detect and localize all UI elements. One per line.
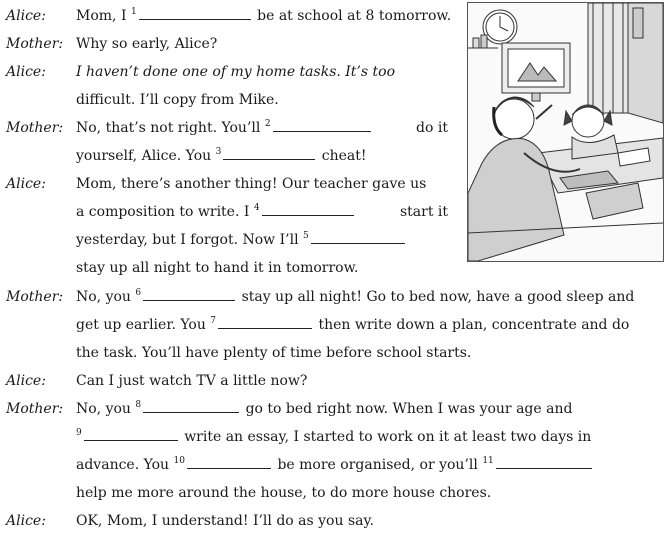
dialogue-line [76, 203, 448, 221]
dialogue-line [76, 119, 448, 137]
line-text: cheat! [321, 148, 367, 164]
blank-number: 6 [135, 288, 142, 298]
speaker-mother: Mother: [6, 120, 64, 136]
speaker-alice: Alice: [6, 8, 46, 24]
blank-3[interactable] [223, 147, 315, 160]
blank-number: 8 [135, 400, 142, 410]
blank-number: 2 [264, 119, 271, 129]
line-text: No, you [76, 401, 131, 417]
line-text: yourself, Alice. You [76, 148, 212, 164]
speaker-alice: Alice: [6, 176, 46, 192]
line-text: No, that’s not right. You’ll [76, 120, 261, 136]
blank-number: 4 [253, 203, 260, 213]
dialogue-line [76, 456, 594, 474]
blank-7[interactable] [218, 316, 312, 329]
line-text: stay up all night! Go to bed now, have a good sleep and [241, 289, 635, 305]
blank-1[interactable] [139, 7, 251, 20]
line-text: be at school at 8 tomorrow. [257, 8, 452, 24]
speaker-mother: Mother: [6, 289, 64, 305]
speaker-mother: Mother: [6, 36, 64, 52]
line-text: Mom, I [76, 8, 127, 24]
blank-number: 7 [210, 316, 217, 326]
line-text: do it [416, 120, 448, 136]
blank-5[interactable] [311, 231, 405, 244]
speaker-alice: Alice: [6, 513, 46, 529]
dialogue-line [76, 231, 407, 249]
dialogue-line: Why so early, Alice? [76, 36, 218, 52]
line-text: yesterday, but I forgot. Now I’ll [76, 232, 299, 248]
blank-number: 9 [76, 428, 82, 438]
speaker-alice: Alice: [6, 64, 46, 80]
blank-number: 3 [215, 147, 222, 157]
blank-4[interactable] [262, 203, 354, 216]
dialogue-line: stay up all night to hand it in tomorrow. [76, 260, 359, 276]
dialogue-line: difficult. I’ll copy from Mike. [76, 92, 279, 108]
line-text: be more organised, or you’ll [277, 457, 478, 473]
illustration-drawing [468, 3, 663, 261]
dialogue-line [76, 63, 448, 81]
blank-number: 1 [130, 7, 137, 17]
dialogue-line: the task. You’ll have plenty of time before school starts. [76, 345, 472, 361]
line-text: No, you [76, 289, 131, 305]
dialogue-line [76, 316, 629, 334]
line-text: then write down a plan, concentrate and do [318, 317, 630, 333]
blank-number: 11 [482, 456, 494, 466]
line-text: start it [399, 204, 448, 220]
dialogue-line [76, 400, 572, 418]
blank-10[interactable] [187, 456, 271, 469]
blank-9[interactable] [84, 428, 178, 441]
line-text: I haven’t done one of my home tasks. It’s too [76, 64, 396, 80]
blank-11[interactable] [496, 456, 592, 469]
speaker-alice: Alice: [6, 373, 46, 389]
dialogue-line [76, 288, 634, 306]
line-text: get up earlier. You [76, 317, 206, 333]
dialogue-line: help me more around the house, to do more house chores. [76, 485, 492, 501]
line-text: advance. You [76, 457, 170, 473]
dialogue-line: Mom, there’s another thing! Our teacher gave us [76, 176, 427, 192]
dialogue-line: OK, Mom, I understand! I’ll do as you say. [76, 513, 374, 529]
dialogue-line [76, 147, 367, 165]
speaker-mother: Mother: [6, 401, 64, 417]
blank-6[interactable] [143, 288, 235, 301]
line-text: a composition to write. I [76, 204, 250, 220]
dialogue-line [76, 7, 451, 25]
blank-number: 10 [173, 456, 185, 466]
dialogue-line [76, 428, 591, 446]
blank-8[interactable] [143, 400, 239, 413]
dialogue-line: Can I just watch TV a little now? [76, 373, 308, 389]
illustration-mother-daughter [467, 2, 664, 262]
blank-2[interactable] [273, 119, 371, 132]
blank-number: 5 [303, 231, 309, 241]
line-text: write an essay, I started to work on it at least two days in [184, 429, 592, 445]
line-text: go to bed right now. When I was your age and [245, 401, 573, 417]
